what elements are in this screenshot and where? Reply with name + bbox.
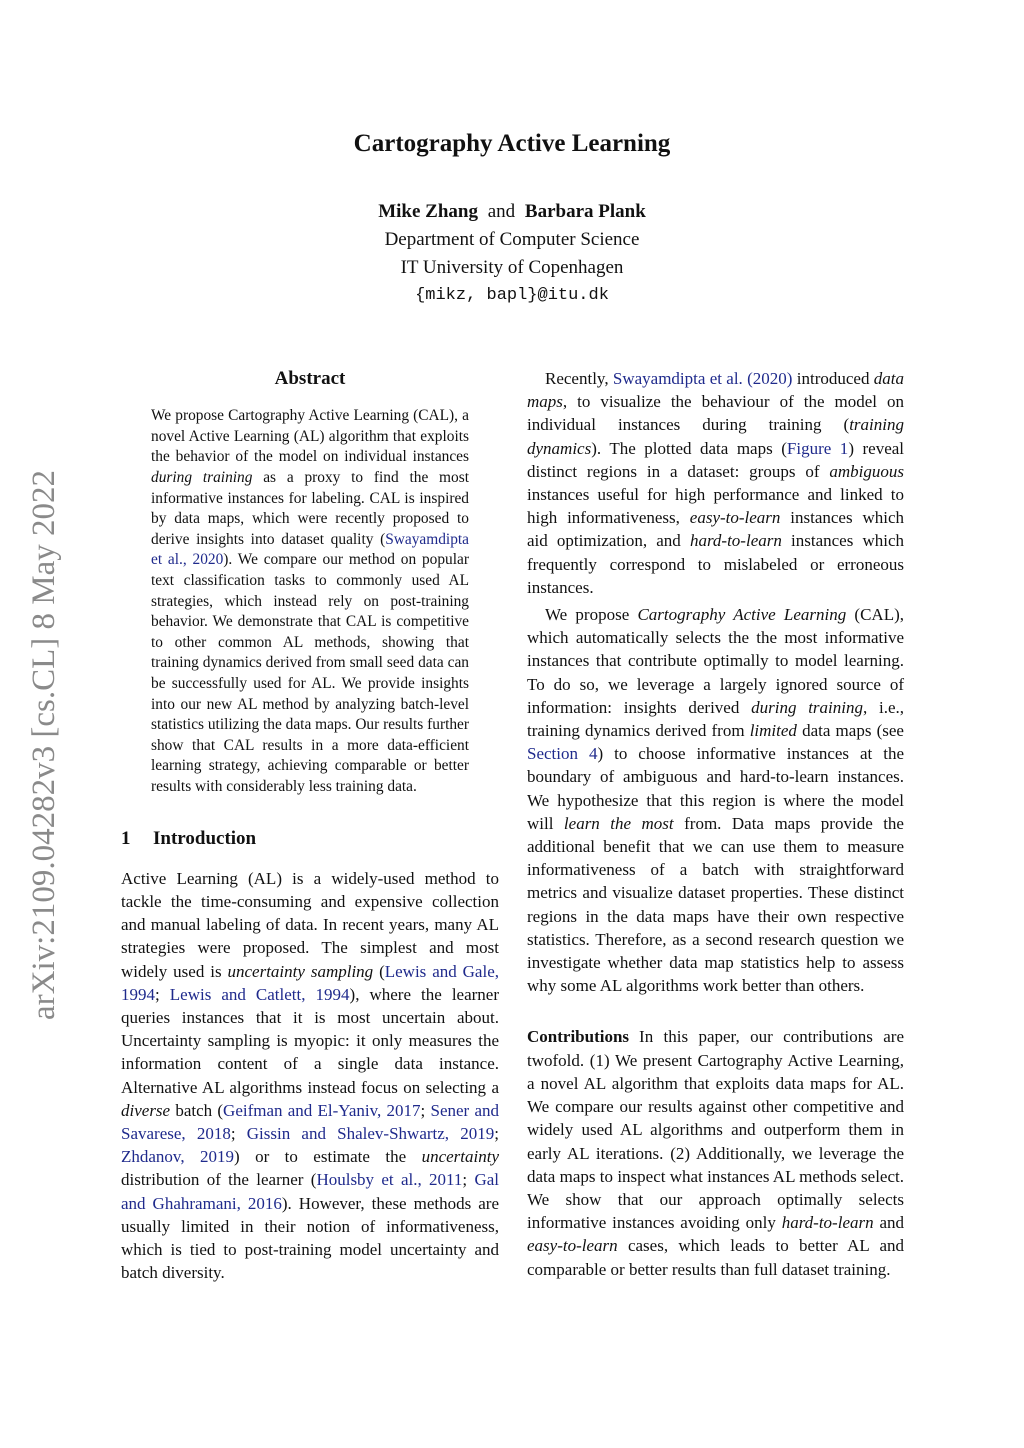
abstract-s3: ). We compare our method on popular text classification tasks to commonly used AL strategies, which instead rely on post-training behavior. We demonstrate that CAL is competitive to other common AL methods, showing that training dynamics derived from small seed data can be successfully used for AL. We provide insights into our new AL method by analyzing batch-level statistics utilizing the data maps. Our results further show that CAL results in a more data-efficient learning strategy, achieving comparable or better results with considerably less training data. (151, 551, 470, 795)
abstract-s1: We propose Cartography Active Learning (CAL), a novel Active Learning (AL) algorithm that exploits the behavior of the model on individual instances (151, 407, 469, 466)
text-run: ). The plotted data maps ( (591, 438, 787, 458)
left-column (121, 367, 499, 1284)
text-run: and (873, 1213, 904, 1233)
affiliation-department: Department of Computer Science (384, 229, 640, 250)
author-email[interactable]: {mikz, bapl}@itu.dk (415, 286, 609, 305)
text-run: instances which frequently correspond to mislabeled or erroneous instances. (527, 531, 905, 597)
text-run: distribution of the learner ( (121, 1170, 317, 1190)
text-run: instances which aid optimization, and (527, 508, 904, 551)
text-run: ) reveal distinct regions in a dataset: groups of (527, 438, 905, 481)
text-run: ), where the learner queries instances that it is most uncertain about. Uncertainty sampling is myopic: it only measures the information content of a single data instance. Alternative AL algorithms instead focus on selecting a (121, 984, 500, 1097)
emphasis: diverse (121, 1100, 171, 1120)
text-run: ). However, these methods are usually limited in their notion of informativeness, which is tied to post-training model uncertainty and batch diversity. (121, 1193, 499, 1283)
text-run: (CAL), which automatically selects the the most informative instances that contribute optimally to model learning. To do so, we leverage a largely ignored source of information: insights derived (527, 605, 904, 717)
citation-link[interactable]: Houlsby et al., 2011 (316, 1170, 463, 1190)
section-number: 1 (121, 828, 131, 850)
contributions-heading: Contributions (527, 1027, 630, 1047)
citation-link[interactable]: Lewis and Gale, 1994 (121, 961, 499, 1004)
citation-link[interactable]: Zhdanov, 2019 (121, 1147, 234, 1167)
text-run: ; (155, 984, 170, 1004)
text-run: ; (420, 1100, 431, 1120)
emphasis: hard-to-learn (781, 1213, 874, 1233)
affiliation-university: IT University of Copenhagen (400, 257, 624, 278)
intro-paragraph-1 (121, 867, 499, 1285)
paper-title: Cartography Active Learning (353, 130, 671, 157)
right-column (527, 367, 904, 1281)
emphasis: limited (749, 721, 797, 741)
citation-link[interactable]: Geifman and El-Yaniv, 2017 (223, 1100, 421, 1120)
section-title: Introduction (153, 828, 257, 850)
section-link[interactable]: Section 4 (527, 744, 598, 764)
emphasis: easy-to-learn (689, 508, 781, 528)
author-1: Mike Zhang (378, 201, 478, 222)
emphasis: Cartography Active Learning (637, 605, 847, 625)
figure-link[interactable]: Figure 1 (786, 438, 849, 458)
text-run: Recently, (545, 369, 613, 388)
author-2: Barbara Plank (524, 201, 646, 222)
abstract-heading: Abstract (274, 368, 346, 389)
text-run: , to visualize the behaviour of the model on individual instances during training ( (527, 392, 904, 435)
citation-link[interactable]: Lewis and Catlett, 1994 (169, 984, 350, 1004)
text-run: ( (373, 961, 385, 981)
emphasis: easy-to-learn (527, 1236, 618, 1256)
text-run: introduced (792, 369, 874, 388)
emphasis: ambiguous (829, 461, 904, 481)
text-run: ; (494, 1123, 499, 1143)
arxiv-side-stamp (10, 450, 70, 1040)
citation-link[interactable]: Gal and Ghahramani, 2016 (121, 1170, 499, 1213)
citation-link[interactable]: Swayamdipta et al. (2020) (612, 369, 793, 388)
emphasis: data maps (527, 369, 904, 412)
author-names (0, 198, 1024, 226)
text-run: instances useful for high performance and linked to high informativeness, (527, 485, 904, 528)
abstract-s2: as a proxy to find the most informative instances for labeling. CAL is inspired by data maps, which were recently proposed to derive insights into dataset quality ( (151, 468, 469, 548)
text-run: In this paper, our contributions are twofold. (1) We present Cartography Active Learning, a novel AL algorithm that exploits data maps for AL. We compare our results against other competitive and widely used AL algorithms and outperform them in early AL iterations. (2) Additionally, we leverage the data maps to inspect what instances AL methods select. We show that our approach optimally selects informative instances avoiding only (527, 1027, 904, 1233)
citation-link[interactable]: Sener and Savarese, 2018 (121, 1100, 499, 1143)
abstract-text (151, 406, 469, 797)
text-run: , i.e., training dynamics derived from (527, 697, 904, 741)
text-run: batch ( (170, 1100, 224, 1120)
arxiv-stamp-svg (10, 450, 70, 1040)
emphasis: uncertainty (421, 1147, 499, 1167)
emphasis: hard-to-learn (689, 531, 782, 551)
intro-paragraph-3 (527, 603, 904, 997)
text-run: ; (462, 1170, 475, 1190)
text-run: Active Learning (AL) is a widely-used method to tackle the time-consuming and expensive collection and manual labeling of data. In recent years, many AL strategies were proposed. The simplest and most widely used is (121, 868, 499, 981)
text-run: ) or to estimate the (234, 1147, 422, 1167)
author-conjunction: and (487, 201, 516, 222)
citation-link[interactable]: Gissin and Shalev-Shwartz, 2019 (246, 1123, 495, 1143)
emphasis: learn the most (563, 813, 674, 833)
contributions-paragraph (527, 1025, 904, 1280)
intro-paragraph-2 (527, 367, 904, 599)
text-run: cases, which leads to better AL and comparable or better results than full dataset training. (527, 1236, 904, 1279)
author-block (0, 198, 1024, 310)
citation-link[interactable]: Swayamdipta et al., 2020 (151, 530, 469, 569)
section-heading-introduction (121, 827, 499, 850)
emphasis: training dynamics (527, 415, 904, 458)
text-run: ) to choose informative instances at the boundary of ambiguous and hard-to-learn instances. We hypothesize that this region is where the model will (527, 744, 905, 833)
emphasis: during training (751, 697, 863, 717)
text-run: data maps (see (796, 721, 904, 741)
text-run: from. Data maps provide the additional benefit that we can use them to measure informativeness of a batch with straightforward metrics and visualize dataset properties. These distinct regions in the data maps have their own respective statistics. Therefore, as a second research question we investigate whether data map statistics help to assess why some AL algorithms work better than others. (527, 813, 904, 996)
paragraph-gap (527, 997, 904, 1025)
arxiv-stamp-text: arXiv:2109.04282v3 [cs.CL] 8 May 2022 (26, 470, 62, 1020)
text-run: We propose (545, 605, 638, 625)
emphasis: uncertainty sampling (227, 961, 374, 981)
abstract-em: during training (151, 468, 253, 486)
text-run: ; (230, 1123, 247, 1143)
